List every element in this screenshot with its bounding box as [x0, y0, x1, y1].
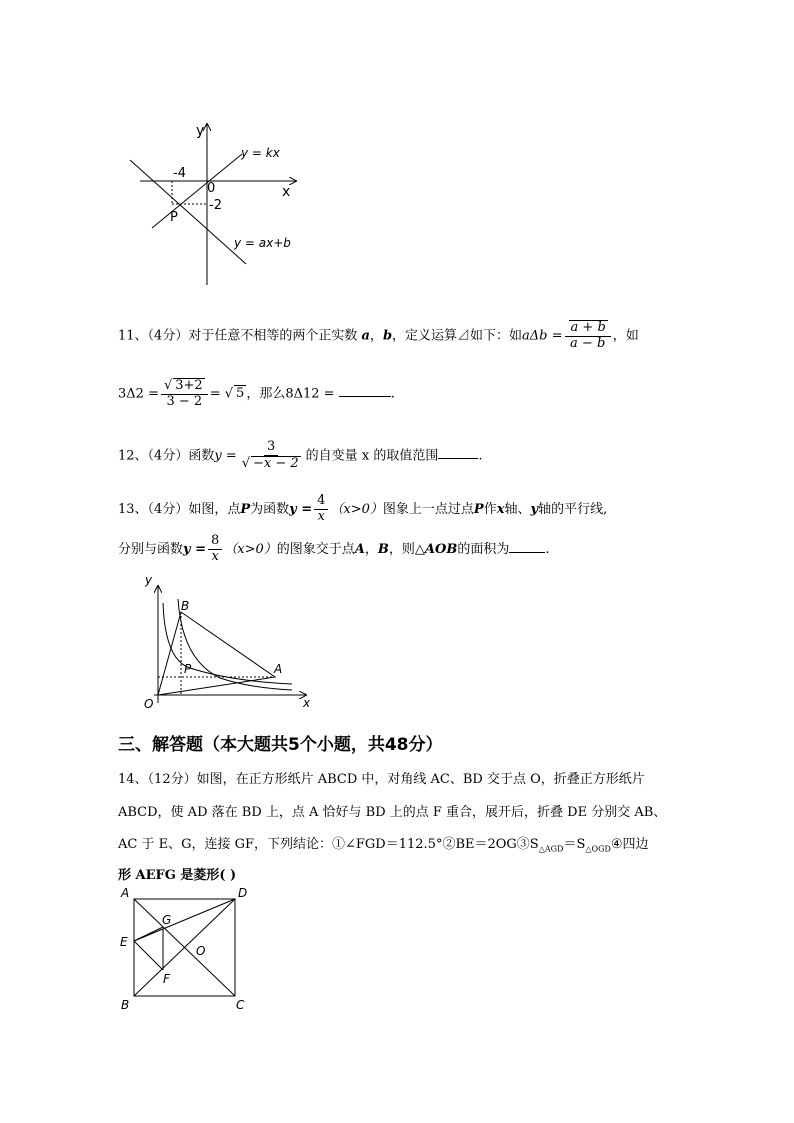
q13-text6: 轴的平行线, — [538, 501, 608, 517]
q13-text1: 如图，点 — [188, 501, 241, 517]
q11-var-b: b — [382, 328, 393, 344]
q12-text2: 的自变量 — [305, 448, 358, 464]
q13-cond2: （x>0） — [224, 541, 277, 557]
q12-fn-num: 3 — [264, 440, 278, 456]
fig10-neg2-label: -2 — [209, 198, 222, 213]
q11-end: . — [390, 386, 395, 402]
q13-text2: 为函数 — [250, 501, 290, 517]
fig10-neg4-label: -4 — [173, 166, 186, 181]
q13-x: x — [496, 501, 505, 517]
q13-text10: 的面积为 — [457, 541, 510, 557]
q13-y: y — [530, 501, 539, 517]
q13-B: B — [377, 541, 389, 557]
fig10-line2-label: y = ax+b — [234, 236, 291, 250]
q13-text9: ，则△ — [388, 541, 425, 557]
fig13-A-label: A — [274, 662, 283, 676]
q13-text7: 分别与函数 — [118, 541, 184, 557]
q14-sub1: △AGD — [538, 844, 564, 854]
q11-var-a: a — [361, 328, 370, 344]
q13-fn1-den: x — [317, 508, 325, 524]
fig14-G-label: G — [162, 913, 172, 927]
q12-end: . — [478, 448, 483, 464]
q12-var-x: x — [361, 448, 370, 464]
section-three-heading: 三、解答题（本大题共5个小题，共48分） — [118, 735, 443, 755]
q14-line3-a: AC 于 E、G，连接 GF，下列结论：①∠FGD＝112.5°②BE＝2OG③S — [118, 837, 539, 852]
q12-text1: 函数 — [188, 448, 215, 464]
q13-sep: ， — [364, 541, 378, 557]
q13-number: 13、（4分） — [118, 501, 189, 517]
q12-fraction: $\frac{3}{√ -x - 2}$ — [241, 439, 299, 471]
fig10-line1-label: y = kx — [241, 146, 280, 160]
q13-fn1-lhs: y = — [289, 501, 313, 517]
q11-ex-eq: = — [209, 386, 221, 402]
q11-ex-sqrt: 5 — [236, 386, 245, 402]
q11-def-den: a − b — [570, 335, 606, 351]
q11-ex-lhs: 3Δ2 = — [118, 386, 159, 402]
q12-fn-lhs: y = — [214, 448, 237, 464]
q11-def-lhs: aΔb = — [522, 328, 563, 344]
fig10-y-label: y — [196, 123, 205, 139]
fig14-F-label: F — [163, 972, 170, 986]
segment-eg — [134, 927, 163, 941]
fig14-A-label: A — [121, 886, 130, 900]
fig13-B-label: B — [181, 599, 190, 613]
q13-text3: 图象上一点过点 — [382, 501, 474, 517]
fig14-B-label: B — [121, 998, 130, 1012]
q13-AOB: AOB — [424, 541, 458, 557]
fig13-x-label: x — [303, 696, 311, 710]
fig13-O-label: O — [144, 697, 154, 711]
fig10-origin-label: 0 — [207, 181, 216, 196]
fig13-y-label: y — [145, 573, 153, 587]
q11-comma: ， — [369, 328, 383, 344]
q14-line4: 形 AEFG 是菱形( ) — [118, 868, 237, 883]
q14-sub2: △OGD — [585, 844, 611, 854]
q13-text5: 轴、 — [504, 501, 531, 517]
q11-number: 11、（4分） — [118, 328, 189, 344]
segment-ef — [134, 941, 163, 970]
q13-cond1: （x>0） — [330, 501, 383, 517]
fig14-C-label: C — [236, 998, 245, 1012]
q13-text4: 作 — [483, 501, 497, 517]
fig10-x-label: x — [282, 184, 291, 200]
q11-text1: 对于任意不相等的两个正实数 — [188, 328, 358, 344]
fold-de — [134, 899, 235, 941]
q13-fn1-num: 4 — [314, 494, 328, 510]
q14-line1: 14、（12分）如图，在正方形纸片 ABCD 中，对角线 AC、BD 交于点 O，折叠正方形纸片 — [118, 772, 645, 787]
q13-end: . — [545, 541, 550, 557]
q14-line3-b: ＝S — [563, 837, 586, 852]
q12-fn-den: −x − 2 — [253, 455, 299, 471]
q12-number: 12、（4分） — [118, 448, 189, 464]
q11-text3: ，如 — [612, 328, 639, 344]
q11-ex-den: 3 − 2 — [166, 393, 203, 409]
q13-fn2-lhs: y = — [183, 541, 206, 557]
q11-def-num: a + b — [570, 320, 606, 335]
q13-A: A — [354, 541, 365, 557]
q13-fn2-den: x — [211, 548, 219, 564]
q13-P: P — [240, 501, 251, 517]
q11-ex-num: 3+2 — [175, 378, 203, 393]
fig10-p-label: P — [170, 210, 178, 225]
q11-line2: 3Δ2 = $\frac{√ 3+2}{3 - 2}$ = √ 5 ，那么8Δ12 = . — [118, 378, 395, 409]
q11-ask: 8Δ12 = — [285, 386, 335, 402]
q11-text2: ，定义运算⊿如下：如 — [392, 328, 523, 344]
fig14-O-label: O — [196, 944, 206, 958]
q14-line3-c: ④四边 — [610, 837, 649, 852]
q13-fn2-num: 8 — [208, 534, 222, 550]
q13-text8: 的图象交于点 — [276, 541, 355, 557]
q12-text3: 的取值范围 — [373, 448, 439, 464]
q13-P2: P — [473, 501, 484, 517]
q11-ex-fraction: $\frac{√ 3+2}{3 - 2}$ — [161, 378, 208, 410]
q14-line2: ABCD，使 AD 落在 BD 上，点 A 恰好与 BD 上的点 F 重合，展开后，折叠 DE 分别交 AB、 — [118, 805, 667, 820]
fig14-D-label: D — [238, 886, 248, 900]
q11-text4: ，那么 — [246, 386, 286, 402]
fig13-P-label: P — [184, 662, 192, 676]
fig14-E-label: E — [120, 935, 128, 949]
